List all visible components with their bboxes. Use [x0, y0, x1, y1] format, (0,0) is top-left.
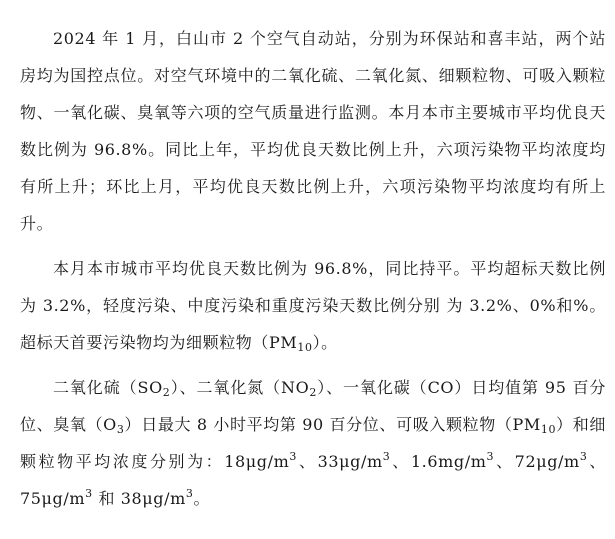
- paragraph-pollutant-concentrations: [20, 369, 606, 517]
- value-pm25: 和 38μg/m: [92, 489, 186, 508]
- value-o3: 、72μg/m: [494, 452, 580, 471]
- paragraph-1-text: 2024 年 1 月，白山市 2 个空气自动站，分别为环保站和喜丰站，两个站房均为国控点位。对空气环境中的二氧化硫、二氧化氮、细颗粒物、可吸入颗粒物、一氧化碳、臭氧等六项的空气质量进行监测。本月本市主要城市平均优良天数比例为 96.8%。同比上年，平均优良天数比例上升，六项污染物平均浓度均有所上升；环比上月，平均优良天数比例上升，六项污染物平均浓度均有所上升。: [20, 29, 606, 233]
- value-so2: ）和细颗粒物平均浓度分别为：18μg/m: [20, 415, 606, 471]
- no2-label: ）、二氧化氮（NO: [170, 378, 310, 397]
- paragraph-monitoring-overview: [20, 20, 606, 242]
- cubic-superscript: 3: [579, 450, 588, 463]
- value-co: 、1.6mg/m: [390, 452, 487, 471]
- pm10-subscript: 10: [297, 341, 313, 354]
- cubic-superscript: 3: [382, 450, 391, 463]
- no2-subscript: 2: [309, 386, 317, 399]
- cubic-superscript: 3: [486, 450, 495, 463]
- pm10-subscript-2: 10: [540, 423, 557, 436]
- document-body: [20, 20, 606, 517]
- pm10-label: ）日最大 8 小时平均第 90 百分位、可吸入颗粒物（PM: [124, 415, 541, 434]
- paragraph-2-end: ）。: [312, 333, 338, 352]
- value-no2: 、33μg/m: [297, 452, 383, 471]
- cubic-superscript: 3: [289, 450, 298, 463]
- cubic-superscript: 3: [85, 487, 93, 500]
- so2-subscript: 2: [162, 386, 171, 399]
- paragraph-3-end: 。: [193, 489, 211, 508]
- value-pm10: 、75μg/m: [20, 452, 607, 508]
- cubic-superscript: 3: [185, 487, 194, 500]
- so2-label: 二氧化硫（SO: [53, 378, 163, 397]
- paragraph-excellent-days: [20, 250, 606, 361]
- o3-subscript: 3: [116, 423, 125, 436]
- paragraph-2-text: 本月本市城市平均优良天数比例为 96.8%，同比持平。平均超标天数比例为 3.2%，轻度污染、中度污染和重度污染天数比例分别 为 3.2%、0%和%。超标天首要污染物均为细颗粒物（PM: [20, 259, 606, 352]
- co-o3-label: ）、一氧化碳（CO）日均值第 95 百分位、臭氧（O: [20, 378, 606, 434]
